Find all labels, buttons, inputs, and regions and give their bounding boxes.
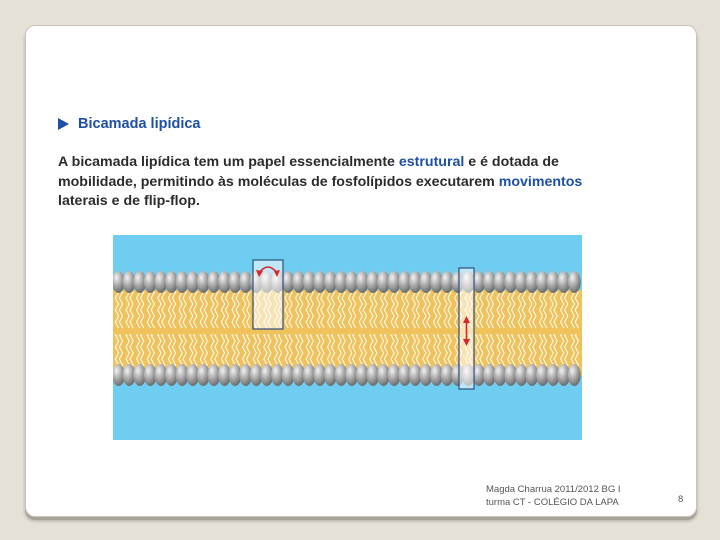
para-highlight-estrutural: estrutural bbox=[398, 154, 465, 170]
para-text-3: laterais e de flip-flop. bbox=[58, 193, 200, 209]
lipid-bilayer-illustration bbox=[113, 235, 582, 440]
para-text-2: e é dotada de mobilidade, permitindo às moléculas de fosfolípidos executarem bbox=[58, 154, 559, 190]
phospholipid-head-bottom bbox=[568, 364, 581, 386]
lipid-bilayer-figure bbox=[113, 235, 582, 440]
body-paragraph bbox=[58, 153, 628, 212]
phospholipid-head-top bbox=[568, 271, 581, 293]
page-number: 8 bbox=[678, 494, 684, 505]
hydrophobic-core bbox=[113, 290, 582, 376]
footer-credit-line-2: turma CT - COLÉGIO DA LAPA bbox=[486, 497, 619, 508]
footer-credit-line-1: Magda Charrua 2011/2012 BG I bbox=[486, 484, 621, 495]
footer-credit bbox=[486, 483, 621, 509]
para-highlight-movimentos: movimentos bbox=[498, 173, 583, 190]
triangle-bullet-icon bbox=[58, 118, 69, 130]
slide-heading bbox=[58, 116, 201, 132]
heading-text: Bicamada lipídica bbox=[78, 116, 201, 132]
para-text-1: A bicamada lipídica tem um papel essencialmente bbox=[58, 154, 399, 170]
